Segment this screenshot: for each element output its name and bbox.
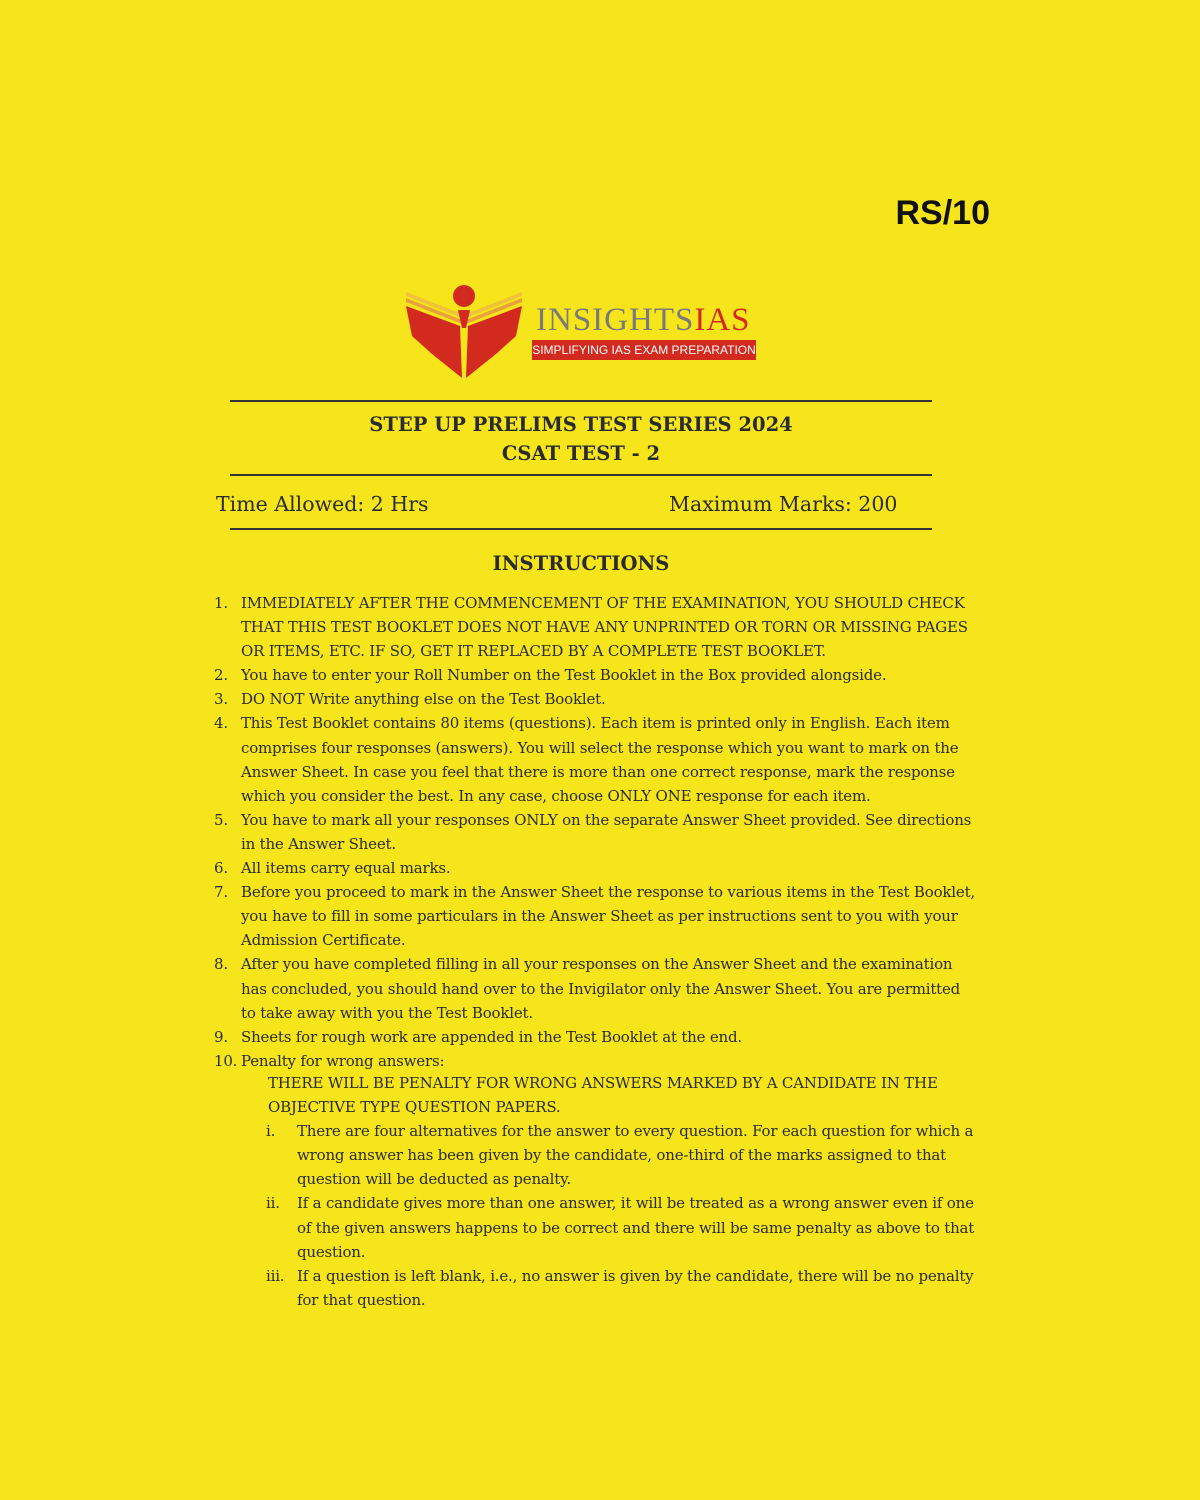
price-code: RS/10 (895, 194, 990, 232)
series-title: STEP UP PRELIMS TEST SERIES 2024 (369, 413, 793, 436)
test-title (230, 410, 932, 468)
divider (230, 474, 932, 476)
penalty-intro: THERE WILL BE PENALTY FOR WRONG ANSWERS MARKED BY A CANDIDATE IN THE OBJECTIVE TYPE QUESTION PAPERS. (268, 1074, 938, 1117)
maximum-marks: Maximum Marks: 200 (669, 492, 898, 516)
instruction-item: 1. IMMEDIATELY AFTER THE COMMENCEMENT OF THE EXAMINATION, YOU SHOULD CHECK THAT THIS TEST BOOKLET DOES NOT HAVE ANY UNPRINTED OR TORN OR MISSING PAGES OR ITEMS, ETC. IF SO, GET IT REPLACED BY A COMPLETE TEST BOOKLET. (214, 594, 968, 661)
penalty-item: i. There are four alternatives for the answer to every question. For each question for which a wrong answer has been given by the candidate, one-third of the marks assigned to that question will be deducted as penalty. (266, 1122, 974, 1189)
instruction-item: 4. This Test Booklet contains 80 items (questions). Each item is printed only in English. Each item comprises four responses (answers). You will select the response which you want to mark on the Answer Sheet. In case you feel that there is more than one correct response, mark the response which you consider the best. In any case, choose ONLY ONE response for each item. (214, 714, 959, 805)
instructions-list (214, 591, 978, 1073)
instruction-item: 6. All items carry equal marks. (214, 859, 451, 878)
instruction-item: 5. You have to mark all your responses ONLY on the separate Answer Sheet provided. See directions in the Answer Sheet. (214, 810, 972, 853)
penalty-item: iii. If a question is left blank, i.e., no answer is given by the candidate, there will be no penalty for that question. (266, 1266, 974, 1309)
divider (230, 528, 932, 530)
penalty-section (214, 1071, 978, 1312)
instruction-item: 7. Before you proceed to mark in the Answer Sheet the response to various items in the Test Booklet, you have to fill in some particulars in the Answer Sheet as per instructions sent to you with your Admission Certificate. (214, 883, 975, 950)
penalty-item: ii. If a candidate gives more than one answer, it will be treated as a wrong answer even if one of the given answers happens to be correct and there will be same penalty as above to that question. (266, 1194, 975, 1261)
instruction-item: 3. DO NOT Write anything else on the Test Booklet. (214, 690, 606, 709)
insightsias-logo (402, 284, 762, 384)
instruction-item: 9. Sheets for rough work are appended in the Test Booklet at the end. (214, 1027, 742, 1046)
instruction-item: 8. After you have completed filling in all your responses on the Answer Sheet and the examination has concluded, you should hand over to the Invigilator only the Answer Sheet. You are permitted to take away with you the Test Booklet. (214, 955, 961, 1022)
penalty-list (214, 1119, 978, 1312)
time-allowed: Time Allowed: 2 Hrs (216, 492, 429, 516)
instruction-item: 2. You have to enter your Roll Number on the Test Booklet in the Box provided alongside. (214, 666, 887, 685)
instructions-heading: INSTRUCTIONS (492, 552, 670, 575)
divider (230, 400, 932, 402)
open-book-person-icon (402, 284, 526, 384)
test-name: CSAT TEST - 2 (501, 442, 661, 465)
brand-name: INSIGHTSIAS (536, 302, 751, 338)
instruction-item-penalty: 10. Penalty for wrong answers: (214, 1051, 445, 1070)
brand-tagline: SIMPLIFYING IAS EXAM PREPARATION (532, 340, 756, 360)
